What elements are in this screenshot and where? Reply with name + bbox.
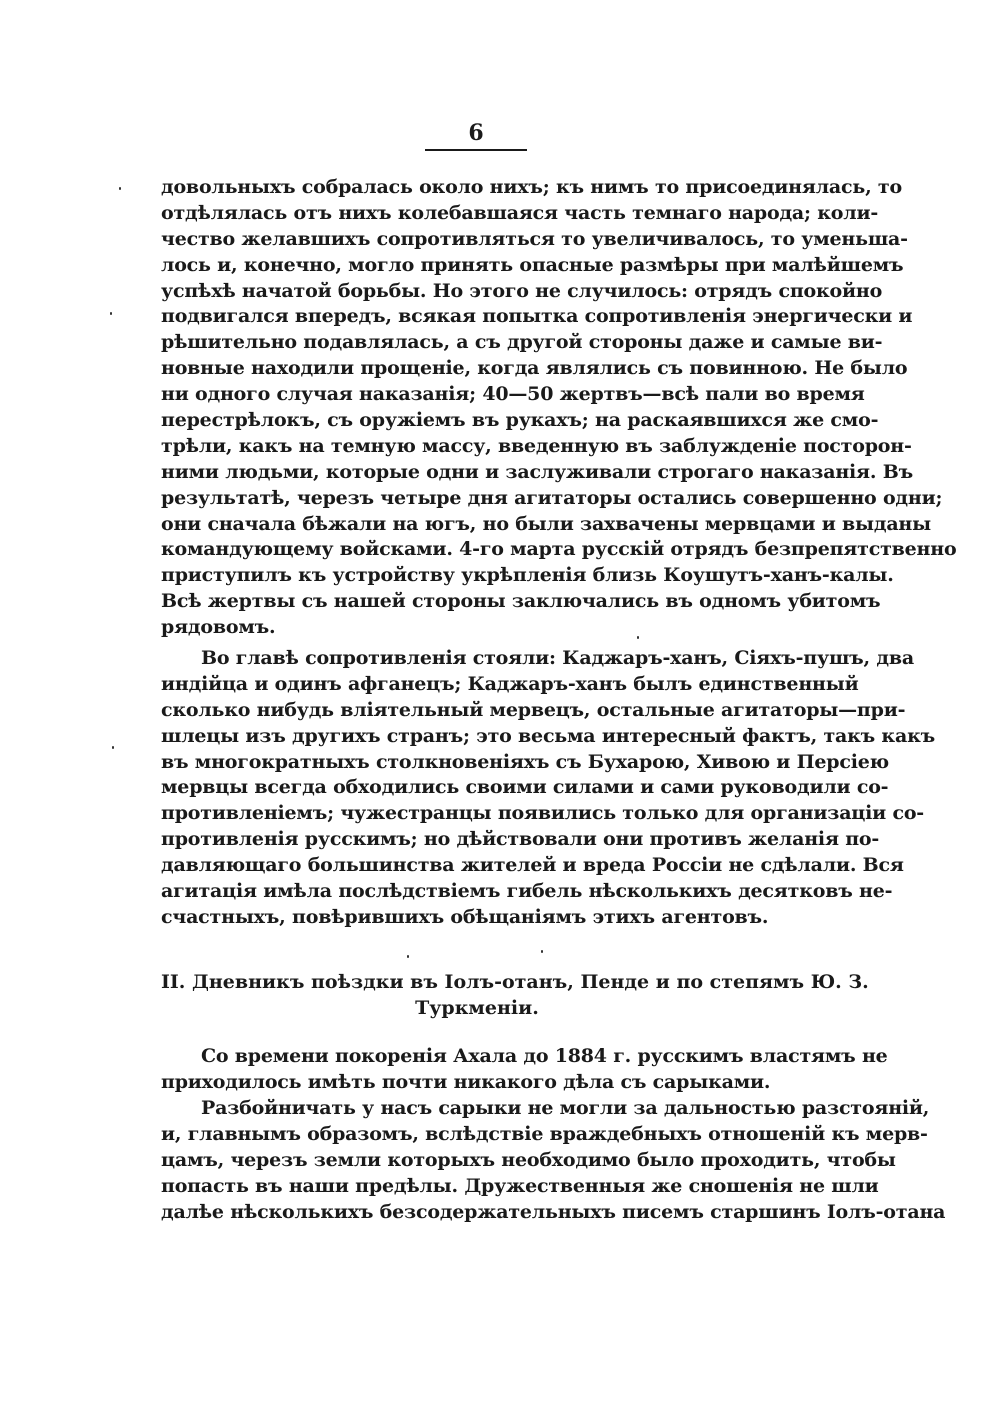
text-line: цамъ, черезъ земли которыхъ необходимо было проходить, чтобы <box>161 1148 896 1171</box>
scan-speck <box>541 950 543 953</box>
text-line: чество желавшихъ сопротивляться то увеличивалось, то уменьша- <box>161 227 908 250</box>
text-line: шлецы изъ другихъ странъ; это весьма интересный фактъ, такъ какъ <box>161 724 935 747</box>
text-line: они сначала бѣжали на югъ, но были захвачены мервцами и выданы <box>161 512 931 535</box>
scan-speck <box>110 312 112 315</box>
page-number-rule <box>425 149 527 151</box>
text-line: въ многократныхъ столкновеніяхъ съ Бухарою, Хивою и Персіею <box>161 750 889 773</box>
text-line: Всѣ жертвы съ нашей стороны заключались въ одномъ убитомъ <box>161 590 881 613</box>
text-line: результатѣ, черезъ четыре дня агитаторы остались совершенно одни; <box>161 486 943 509</box>
text-line: трѣли, какъ на темную массу, введенную въ заблужденіе посторон- <box>161 434 912 457</box>
text-line: подвигался впередъ, всякая попытка сопротивленія энергически и <box>161 305 913 328</box>
scan-speck <box>407 955 409 958</box>
text-line: рѣшительно подавлялась, а съ другой стороны даже и самые ви- <box>161 331 883 354</box>
text-line: далѣе нѣсколькихъ безсодержательныхъ писемъ старшинъ Іолъ-отана <box>161 1200 946 1223</box>
section-heading <box>161 970 869 1022</box>
scan-speck <box>112 746 114 749</box>
text-line: попасть въ наши предѣлы. Дружественныя же сношенія не шли <box>161 1174 879 1197</box>
text-line: Разбойничать у насъ сарыки не могли за дальностью разстояній, <box>201 1097 930 1119</box>
text-line: сколько нибудь вліятельный мервецъ, остальные агитаторы—при- <box>161 698 906 721</box>
text-line: новные находили прощеніе, когда являлись съ повинною. Не было <box>161 357 908 380</box>
text-line: командующему войсками. 4-го марта русскій отрядъ безпрепятственно <box>161 538 957 561</box>
text-line: индійца и одинъ афганецъ; Каджаръ-ханъ былъ единственный <box>161 672 859 695</box>
text-line: приступилъ къ устройству укрѣпленія близь Коушутъ-ханъ-калы. <box>161 564 894 587</box>
paragraph-2 <box>161 646 935 931</box>
scan-speck <box>637 636 639 639</box>
text-line: агитація имѣла послѣдствіемъ гибель нѣсколькихъ десятковъ не- <box>161 880 893 903</box>
text-line: ними людьми, которые одни и заслуживали строгаго наказанія. Въ <box>161 460 913 483</box>
heading-line-1: II. Дневникъ поѣздки въ Іолъ-отанъ, Пенде и по степямъ Ю. З. <box>161 971 869 993</box>
text-line: Со времени покоренія Ахала до 1884 г. русскимъ властямъ не <box>201 1045 888 1067</box>
text-line: противленіемъ; чужестранцы появились только для организаціи со- <box>161 802 924 825</box>
text-line: давляющаго большинства жителей и вреда Россіи не сдѣлали. Вся <box>161 854 904 877</box>
paragraph-4 <box>161 1096 946 1225</box>
text-line: отдѣлялась отъ нихъ колебавшаяся часть темнаго народа; коли- <box>161 201 879 224</box>
text-line: Во главѣ сопротивленія стояли: Каджаръ-ханъ, Сіяхъ-пушъ, два <box>201 647 914 669</box>
text-line: перестрѣлокъ, съ оружіемъ въ рукахъ; на раскаявшихся же смо- <box>161 409 879 432</box>
text-line: противленія русскимъ; но дѣйствовали они противъ желанія по- <box>161 828 880 851</box>
text-line: и, главнымъ образомъ, вслѣдствіе враждебныхъ отношеній къ мерв- <box>161 1122 928 1145</box>
heading-line-2: Туркменіи. <box>415 996 539 1019</box>
text-line: рядовомъ. <box>161 616 276 639</box>
paragraph-3 <box>161 1044 888 1096</box>
text-line: счастныхъ, повѣрившихъ обѣщаніямъ этихъ агентовъ. <box>161 905 769 928</box>
text-line: успѣхѣ начатой борьбы. Но этого не случилось: отрядъ спокойно <box>161 279 883 302</box>
text-line: ни одного случая наказанія; 40—50 жертвъ—всѣ пали во время <box>161 383 865 406</box>
text-line: приходилось имѣть почти никакого дѣла съ сарыками. <box>161 1070 771 1093</box>
text-line: лось и, конечно, могло принять опасные размѣры при малѣйшемъ <box>161 253 904 276</box>
text-line: довольныхъ собралась около нихъ; къ нимъ то присоединялась, то <box>161 176 902 198</box>
paragraph-1 <box>161 175 957 641</box>
scan-speck <box>119 187 121 190</box>
page-number: 6 <box>468 120 484 146</box>
text-line: мервцы всегда обходились своими силами и сами руководили со- <box>161 776 889 799</box>
